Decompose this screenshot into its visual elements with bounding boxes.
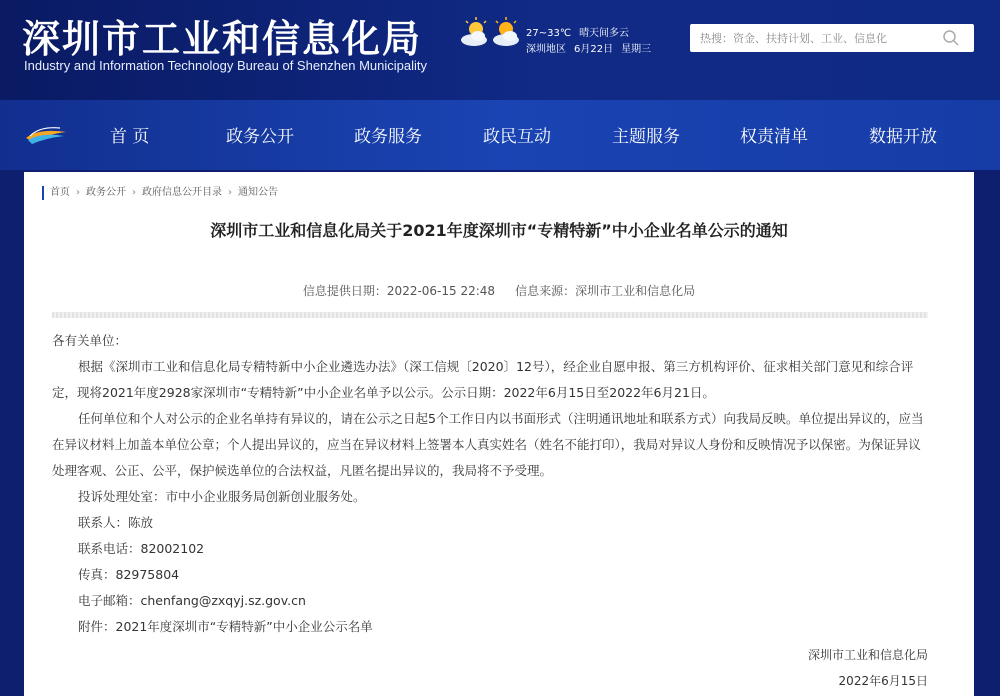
source-label: 信息来源： bbox=[515, 284, 576, 298]
divider bbox=[52, 312, 928, 318]
breadcrumb-separator: › bbox=[76, 187, 80, 198]
article-title: 深圳市工业和信息化局关于2021年度深圳市“专精特新”中小企业名单公示的通知 bbox=[210, 221, 788, 240]
signature: 深圳市工业和信息化局 bbox=[807, 648, 928, 662]
weather-cloudy-sun-icon bbox=[458, 16, 522, 50]
nav-responsibility-list[interactable]: 权责清单 bbox=[740, 127, 808, 147]
source-value: 深圳市工业和信息化局 bbox=[575, 284, 696, 298]
shenzhen-logo-icon[interactable] bbox=[24, 122, 68, 146]
breadcrumb bbox=[42, 186, 278, 200]
article-panel bbox=[24, 172, 974, 696]
paragraph: 根据《深圳市工业和信息化局专精特新中小企业遴选办法》（深工信规〔2020〕12号），经企业自愿申报、第三方机构评价、征求相关部门意见和综合评定，现将2021年度2928家深圳市“专精特新”中小企业名单予以公示。公示日期：2022年6月15日至2022年6月21日。 bbox=[52, 359, 914, 400]
contact-email bbox=[52, 588, 930, 614]
search-input[interactable] bbox=[700, 28, 938, 48]
breadcrumb-home[interactable]: 首页 bbox=[50, 187, 70, 198]
weather-weekday: 星期三 bbox=[621, 44, 652, 55]
contact-phone: 联系电话：82002102 bbox=[78, 541, 205, 556]
nav-home[interactable]: 首 页 bbox=[110, 127, 150, 147]
attachment-link[interactable]: 附件：2021年度深圳市“专精特新”中小企业公示名单 bbox=[78, 619, 373, 634]
breadcrumb-info-catalog[interactable]: 政府信息公开目录 bbox=[142, 187, 222, 198]
breadcrumb-government-affairs[interactable]: 政务公开 bbox=[86, 187, 126, 198]
signature-date: 2022年6月15日 bbox=[838, 674, 928, 688]
weather-date: 6月22日 bbox=[574, 44, 614, 55]
nav-topic-services[interactable]: 主题服务 bbox=[612, 127, 680, 147]
site-subtitle: Industry and Information Technology Bureau of Shenzhen Municipality bbox=[24, 58, 428, 73]
weather-region: 深圳地区 bbox=[526, 44, 566, 55]
nav-public-interaction[interactable]: 政民互动 bbox=[483, 127, 551, 147]
weather-temp: 27~33℃ bbox=[526, 28, 572, 39]
salutation: 各有关单位： bbox=[52, 333, 128, 348]
site-title[interactable]: 深圳市工业和信息化局 bbox=[22, 17, 423, 61]
search-icon[interactable] bbox=[942, 29, 960, 47]
date-label: 信息提供日期： bbox=[302, 284, 387, 298]
nav-open-data[interactable]: 数据开放 bbox=[869, 127, 937, 147]
article-meta bbox=[24, 282, 974, 299]
email-address[interactable]: chenfang@zxqyj.sz.gov.cn bbox=[140, 593, 306, 608]
search-box bbox=[690, 24, 974, 52]
contact-person: 联系人：陈放 bbox=[78, 515, 154, 530]
weather-condition: 晴天间多云 bbox=[579, 28, 630, 39]
contact-fax: 传真：82975804 bbox=[78, 567, 180, 582]
complaint-office: 投诉处理处室：市中小企业服务局创新创业服务处。 bbox=[78, 489, 366, 504]
email-label: 电子邮箱： bbox=[78, 593, 141, 608]
paragraph: 任何单位和个人对公示的企业名单持有异议的，请在公示之日起5个工作日内以书面形式（注明通讯地址和联系方式）向我局反映。单位提出异议的，应当在异议材料上加盖本单位公章；个人提出异议的，应当在异议材料上签署本人真实姓名（姓名不能打印），我局对异议人身份和反映情况予以保密。为保证异议处理客观、公正、公平，保护候选单位的合法权益，凡匿名提出异议的，我局将不予受理。 bbox=[52, 411, 924, 478]
breadcrumb-notices[interactable]: 通知公告 bbox=[238, 187, 278, 198]
breadcrumb-separator: › bbox=[132, 187, 136, 198]
nav-government-services[interactable]: 政务服务 bbox=[354, 127, 422, 147]
breadcrumb-separator: › bbox=[228, 187, 232, 198]
main-nav bbox=[0, 100, 1000, 170]
date-value: 2022-06-15 22:48 bbox=[386, 284, 496, 298]
site-header bbox=[0, 0, 1000, 100]
nav-government-affairs[interactable]: 政务公开 bbox=[226, 127, 294, 147]
weather-info bbox=[526, 26, 659, 58]
article-body bbox=[52, 328, 930, 640]
